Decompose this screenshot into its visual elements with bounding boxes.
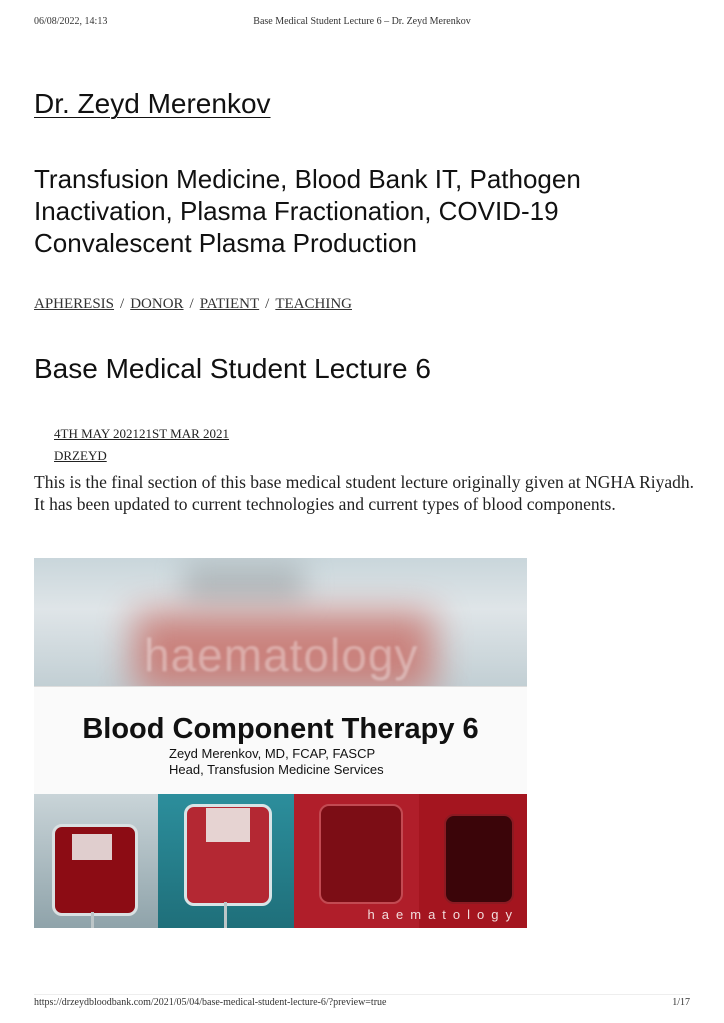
post-title: Base Medical Student Lecture 6 [34,353,431,384]
hero-blood-bags-strip [34,794,527,928]
post-excerpt: This is the final section of this base medical student lecture originally given at NGHA Riyadh. It has been updated to current technologies and current types of blood components. [34,472,694,514]
category-link-patient[interactable]: PATIENT [199,296,260,312]
post-date-link[interactable]: 4TH MAY 202121ST MAR 2021 [54,426,230,441]
hero-blurred-banner [34,558,527,686]
site-title-link[interactable]: Dr. Zeyd Merenkov [34,88,271,119]
category-separator: / [120,296,125,312]
post-author [54,448,107,464]
hero-ghost-text: haematology [144,629,419,681]
category-link-donor[interactable]: DONOR [130,296,184,312]
print-footer [34,994,690,1008]
site-tagline: Transfusion Medicine, Blood Bank IT, Pathogen Inactivation, Plasma Fractionation, COVID-19 Convalescent Plasma Production [34,164,581,258]
print-page-number: 1/17 [672,997,690,1008]
bag-tube [91,912,94,928]
hero-subtitle-2: Head, Transfusion Medicine Services [169,762,384,777]
print-url: https://drzeydbloodbank.com/2021/05/04/base-medical-student-lecture-6/?preview=true [34,997,387,1008]
author-link[interactable]: DRZEYD [54,448,107,463]
blood-bag-icon [444,814,514,904]
post-dates [54,426,229,442]
category-separator: / [265,296,270,312]
print-header [34,16,690,30]
hero-image [34,558,527,928]
hero-subtitle-1: Zeyd Merenkov, MD, FCAP, FASCP [169,746,376,761]
blur-shape [184,563,304,603]
blood-bag-icon [319,804,403,904]
hero-watermark: haematology [367,907,519,922]
category-separator: / [189,296,194,312]
print-doc-title: Base Medical Student Lecture 6 – Dr. Zeyd Merenkov [253,16,471,27]
bag-label [72,834,112,860]
bag-tube [224,902,227,928]
category-link-apheresis[interactable]: APHERESIS [34,296,115,312]
post-categories [34,296,352,313]
hero-title: Blood Component Therapy 6 [82,713,479,745]
hero-title-band [34,686,527,796]
print-datetime: 06/08/2022, 14:13 [34,16,108,27]
category-link-teaching[interactable]: TEACHING [275,296,352,312]
bag-label [206,808,250,842]
